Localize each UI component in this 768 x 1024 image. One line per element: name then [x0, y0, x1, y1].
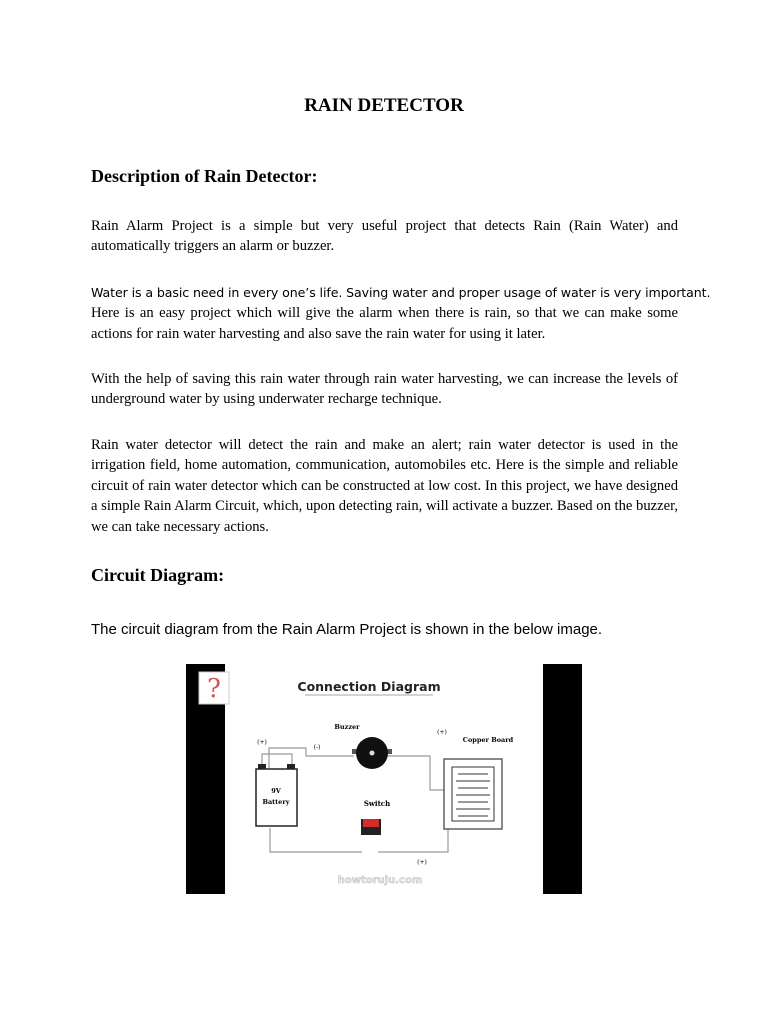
polarity-plus-left: (+): [257, 739, 267, 746]
switch-label: Switch: [363, 799, 391, 808]
section-heading-circuit: Circuit Diagram:: [91, 565, 225, 585]
paragraph-2-line-1: Water is a basic need in every one’s life. Saving water and proper usage of water is very important.: [91, 285, 711, 300]
battery-label: Battery: [262, 798, 290, 806]
switch-icon: [361, 819, 381, 835]
polarity-minus: (-): [313, 744, 321, 751]
polarity-plus-bottom: (+): [417, 859, 427, 866]
question-logo-icon: [199, 672, 229, 704]
paragraph-3: With the help of saving this rain water through rain water harvesting, we can increase the levels of underground water by using underwater recharge technique.: [91, 371, 678, 408]
paragraph-4: Rain water detector will detect the rain and make an alert; rain water detector is used in the irrigation field, home automation, communication, automobiles etc. Here is the simple and reliable circuit of rain water detector which can be constructed at low cost. In this project, we have designed a simple Rain Alarm Circuit, which, upon detecting rain, will activate a buzzer. Based on the buzzer, we can take necessary actions.: [91, 437, 678, 535]
diagram-title: Connection Diagram: [297, 679, 441, 694]
paragraph-2: [91, 283, 711, 344]
paragraph-2-rest: Here is an easy project which will give the alarm when there is rain, so that we can make some actions for rain water harvesting and also save the rain water for using it later.: [91, 305, 678, 342]
battery-voltage-label: 9V: [271, 787, 281, 795]
connection-diagram-image: [186, 664, 582, 894]
paragraph-1: Rain Alarm Project is a simple but very useful project that detects Rain (Rain Water) and automatically triggers an alarm or buzzer.: [91, 218, 678, 255]
page-title: RAIN DETECTOR: [304, 95, 464, 116]
copper-board-label: Copper Board: [462, 736, 514, 744]
buzzer-label: Buzzer: [334, 723, 360, 731]
section-heading-description: Description of Rain Detector:: [91, 166, 318, 186]
copper-board-icon: [444, 759, 502, 829]
svg-text:?: ?: [207, 674, 221, 704]
circuit-intro-text: The circuit diagram from the Rain Alarm Project is shown in the below image.: [91, 621, 603, 638]
watermark-text: howtoruju.com: [337, 875, 423, 886]
polarity-plus-right: (+): [437, 729, 447, 736]
battery-icon: [256, 764, 297, 826]
